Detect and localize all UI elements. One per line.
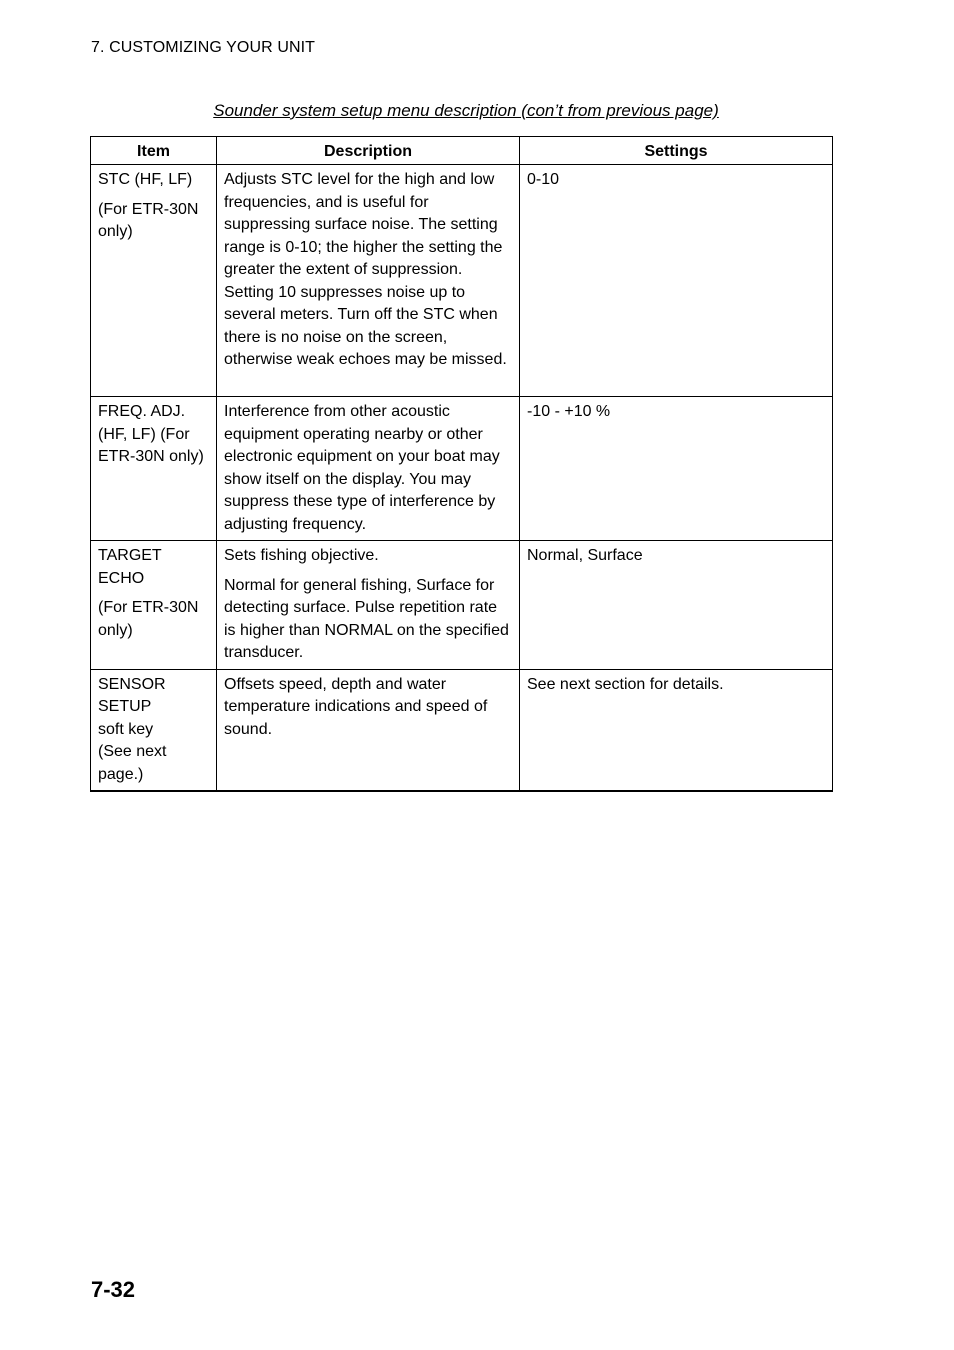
item-note: (For ETR-30N only) [98, 599, 199, 639]
item-name: SENSOR SETUP [98, 675, 166, 715]
item-note: (For ETR-30N only) [98, 200, 199, 240]
description-cell [217, 165, 520, 397]
settings-cell: 0-10 [520, 165, 833, 397]
item-cell [91, 669, 217, 791]
item-name: FREQ. ADJ. (HF, LF) (For ETR-30N only) [98, 403, 204, 465]
table-header-row [91, 137, 833, 165]
description-text: Offsets speed, depth and water temperature indications and speed of sound. [224, 675, 488, 738]
table-row [91, 669, 833, 791]
item-soft-key-label: soft key [98, 720, 154, 738]
description-cell [217, 669, 520, 791]
column-header-settings: Settings [520, 137, 833, 165]
table-caption: Sounder system setup menu description (con’t from previous page) [213, 101, 719, 120]
column-header-item: Item [91, 137, 217, 165]
item-cell [91, 397, 217, 541]
settings-cell: -10 - +10 % [520, 397, 833, 541]
sounder-setup-table [90, 136, 833, 792]
item-note: (See next page.) [98, 743, 167, 783]
description-cell [217, 397, 520, 541]
settings-cell: See next section for details. [520, 669, 833, 791]
settings-cell: Normal, Surface [520, 541, 833, 670]
item-cell [91, 165, 217, 397]
page-number: 7-32 [91, 1277, 136, 1302]
column-header-description: Description [217, 137, 520, 165]
table-row [91, 397, 833, 541]
table-row [91, 165, 833, 397]
description-text: Interference from other acoustic equipment operating nearby or other electronic equipment on your boat may show itself on the display. You may suppress these type of interference by adjusting frequency. [224, 403, 500, 533]
description-text: Normal for general fishing, Surface for detecting surface. Pulse repetition rate is higher than NORMAL on the specified transducer. [224, 576, 509, 661]
item-name: TARGET ECHO [98, 547, 162, 587]
chapter-header: 7. CUSTOMIZING YOUR UNIT [91, 39, 316, 56]
description-text: Sets fishing objective. [224, 547, 379, 564]
item-cell [91, 541, 217, 670]
table-row [91, 541, 833, 670]
description-text: Adjusts STC level for the high and low frequencies, and is useful for suppressing surface noise. The setting range is 0-10; the higher the setting the greater the extent of suppression. Setting 10 suppresses noise up to several meters. Turn off the STC when there is no noise on the screen, otherwise weak echoes may be missed. [224, 171, 507, 368]
item-name: STC (HF, LF) [98, 171, 193, 188]
description-cell [217, 541, 520, 670]
